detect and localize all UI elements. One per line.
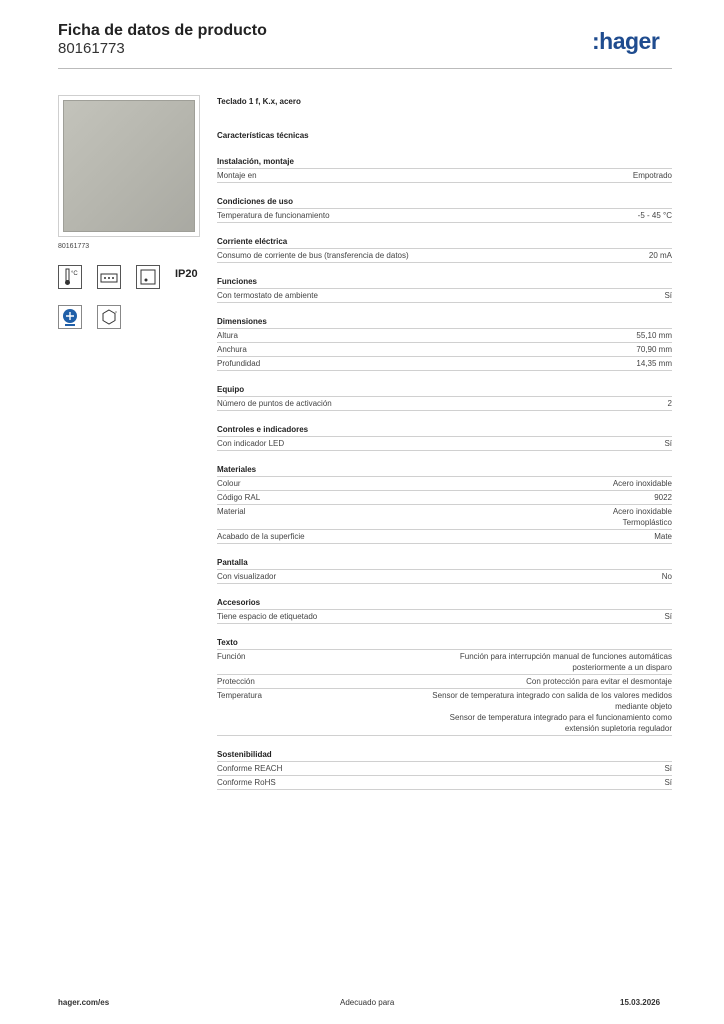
rotate-icon [97, 305, 121, 329]
spec-value: 20 mA [648, 251, 672, 260]
header-title: Ficha de datos de producto [58, 22, 267, 39]
spec-label: Material [217, 507, 246, 516]
spec-value: Sí [664, 764, 672, 773]
spec-row [217, 504, 672, 529]
spec-value: Sí [664, 439, 672, 448]
spec-row [217, 775, 672, 790]
spec-label: Conforme REACH [217, 764, 283, 773]
spec-row [217, 649, 672, 674]
spec-value: Acero inoxidable [612, 479, 672, 488]
spec-value: Sí [664, 778, 672, 787]
section-heading: Texto [217, 638, 238, 647]
spec-label: Temperatura de funcionamiento [217, 211, 330, 220]
spec-label: Con termostato de ambiente [217, 291, 318, 300]
spec-row [217, 396, 672, 411]
footer-center-text: Adecuado para [340, 998, 395, 1007]
spec-value: Con protección para evitar el desmontaje [526, 677, 672, 686]
spec-value: Mate [654, 532, 672, 541]
spec-label: Colour [217, 479, 241, 488]
section-heading: Controles e indicadores [217, 425, 309, 434]
spec-value: Función para interrupción manual de funciones automáticas posteriormente a un disparo [459, 652, 672, 672]
spec-label: Número de puntos de activación [217, 399, 332, 408]
knx-logo-icon [58, 305, 82, 329]
spec-value: 14,35 mm [636, 359, 672, 368]
section-heading: Equipo [217, 385, 245, 394]
spec-label: Con indicador LED [217, 439, 285, 448]
spec-row [217, 356, 672, 371]
section-heading: Sostenibilidad [217, 750, 272, 759]
spec-label: Acabado de la superficie [217, 532, 305, 541]
header-product-code: 80161773 [58, 40, 125, 57]
spec-label: Código RAL [217, 493, 261, 502]
footer-website: hager.com/es [58, 998, 110, 1007]
svg-text:°C: °C [71, 271, 78, 277]
hager-logo: :hager [592, 28, 660, 54]
spec-label: Altura [217, 331, 238, 340]
spec-sections [217, 156, 672, 790]
spec-row [217, 569, 672, 584]
spec-row [217, 328, 672, 342]
spec-row [217, 342, 672, 356]
sensor-icon [136, 265, 160, 289]
spec-row [217, 476, 672, 490]
spec-row [217, 208, 672, 223]
spec-label: Anchura [217, 345, 247, 354]
spec-label: Tiene espacio de etiquetado [217, 612, 318, 621]
section-heading: Corriente eléctrica [217, 237, 288, 246]
spec-value: 70,90 mm [636, 345, 672, 354]
spec-label: Temperatura [217, 691, 262, 700]
spec-row [217, 436, 672, 451]
spec-label: Profundidad [217, 359, 261, 368]
spec-value: -5 - 45 °C [637, 211, 672, 220]
spec-row [217, 529, 672, 544]
spec-value: 2 [667, 399, 672, 408]
spec-row [217, 609, 672, 624]
product-image [58, 95, 200, 237]
spec-row [217, 761, 672, 775]
spec-value: No [661, 572, 672, 581]
spec-row [217, 674, 672, 688]
spec-row [217, 288, 672, 303]
spec-row [217, 688, 672, 736]
header-divider [58, 68, 672, 69]
product-image-caption: 80161773 [58, 243, 90, 250]
technical-characteristics-heading: Características técnicas [217, 131, 309, 140]
spec-value: Sí [664, 612, 672, 621]
spec-row [217, 248, 672, 263]
section-heading: Pantalla [217, 558, 248, 567]
section-heading: Accesorios [217, 598, 261, 607]
spec-value: 55,10 mm [636, 331, 672, 340]
spec-label: Montaje en [217, 171, 257, 180]
spec-value: Empotrado [632, 171, 672, 180]
spec-label: Con visualizador [217, 572, 277, 581]
spec-value: Sí [664, 291, 672, 300]
ip-rating-label: IP20 [175, 268, 198, 280]
thermometer-celsius-icon [58, 265, 82, 289]
spec-value: Acero inoxidable Termoplástico [612, 507, 672, 527]
product-image-plate [63, 100, 195, 232]
spec-label: Conforme RoHS [217, 778, 276, 787]
spec-row [217, 168, 672, 183]
spec-label: Protección [217, 677, 255, 686]
section-heading: Condiciones de uso [217, 197, 294, 206]
display-icon [97, 265, 121, 289]
spec-content [217, 96, 672, 790]
spec-value: 9022 [654, 493, 672, 502]
section-heading: Instalación, montaje [217, 157, 294, 166]
product-title: Teclado 1 f, K.x, acero [217, 97, 301, 106]
footer-date: 15.03.2026 [620, 998, 661, 1007]
section-heading: Dimensiones [217, 317, 267, 326]
spec-value: Sensor de temperatura integrado con salida de los valores medidos mediante objeto Sensor de temperatura integrado para el funcionamiento como extensión supletoria regulador [432, 691, 672, 733]
spec-row [217, 490, 672, 504]
spec-label: Consumo de corriente de bus (transferencia de datos) [217, 251, 409, 260]
section-heading: Materiales [217, 465, 257, 474]
section-heading: Funciones [217, 277, 258, 286]
svg-text:°: ° [115, 311, 117, 317]
spec-label: Función [217, 652, 246, 661]
